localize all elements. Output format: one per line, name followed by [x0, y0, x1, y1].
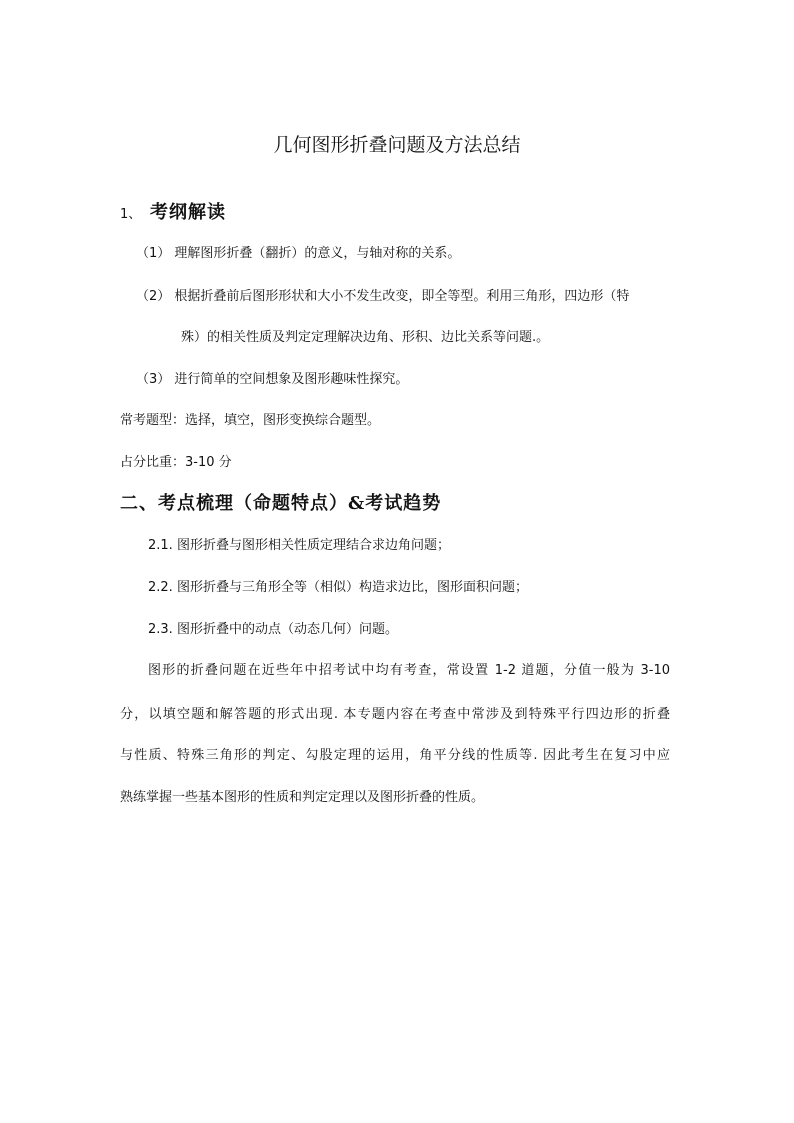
paragraph-line-1: 图形的折叠问题在近些年中招考试中均有考查，常设置 1-2 道题，分值一般为 3-10 — [148, 663, 670, 678]
section1-item-1: （1） 理解图形折叠（翻折）的意义，与轴对称的关系。 — [136, 246, 461, 261]
score-ratio: 占分比重：3-10 分 — [120, 455, 232, 470]
section2-item-2: 2.2. 图形折叠与三角形全等（相似）构造求边比，图形面积问题； — [148, 580, 528, 595]
paragraph-line-2: 分，以填空题和解答题的形式出现. 本专题内容在考查中常涉及到特殊平行四边形的折叠 — [120, 707, 670, 722]
section2-heading: 二、考点梳理（命题特点）&考试趋势 — [120, 493, 442, 514]
section1-item-3: （3） 进行简单的空间想象及图形趣味性探究。 — [136, 372, 409, 387]
section1-heading: 考纲解读 — [150, 202, 226, 223]
section2-item-3: 2.3. 图形折叠中的动点（动态几何）问题。 — [148, 622, 398, 637]
section1-item-2: （2） 根据折叠前后图形形状和大小不发生改变，即全等型。利用三角形，四边形（特 — [136, 289, 630, 304]
section1-item-2-continued: 殊）的相关性质及判定定理解决边角、形积、边比关系等问题.。 — [181, 330, 550, 345]
section2-item-1: 2.1. 图形折叠与图形相关性质定理结合求边角问题； — [148, 538, 450, 553]
section1-number: 1、 — [120, 207, 142, 222]
document-title: 几何图形折叠问题及方法总结 — [273, 134, 521, 156]
common-question-types: 常考题型：选择，填空，图形变换综合题型。 — [120, 413, 381, 428]
paragraph-line-3: 与性质、特殊三角形的判定、勾股定理的运用，角平分线的性质等. 因此考生在复习中应 — [120, 748, 670, 763]
paragraph-line-4: 熟练掌握一些基本图形的性质和判定定理以及图形折叠的性质。 — [120, 790, 485, 805]
